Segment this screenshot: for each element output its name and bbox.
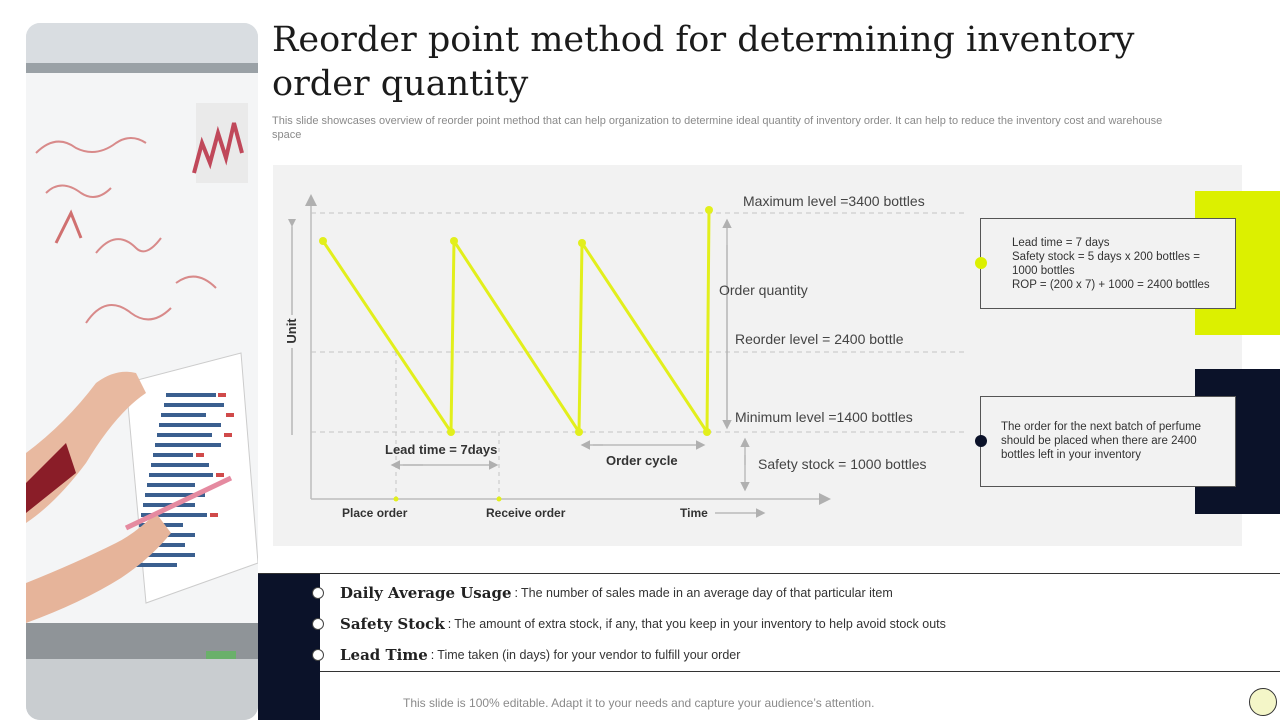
place-order-label: Place order (342, 506, 408, 520)
trough-point (447, 428, 455, 436)
rop-calculation-note (980, 218, 1236, 309)
peak-point (705, 206, 713, 214)
note-line: should be placed when there are 2400 (1001, 435, 1197, 447)
definition-term: Safety Stock (340, 615, 445, 633)
definition-text: Time taken (in days) for your vendor to fulfill your order (437, 648, 741, 662)
definition-text: The number of sales made in an average day of that particular item (521, 586, 893, 600)
definition-term: Daily Average Usage (340, 584, 512, 602)
definitions-accent-bar (258, 574, 320, 720)
reorder-timing-note (980, 396, 1236, 487)
place-order-point (394, 497, 399, 502)
order-cycle-label: Order cycle (606, 453, 678, 468)
bullet-icon (312, 649, 324, 661)
peak-point (578, 239, 586, 247)
peak-point (319, 237, 327, 245)
note-line: Lead time = 7 days (1012, 237, 1110, 249)
reorder-level-label: Reorder level = 2400 bottle (735, 331, 904, 347)
trough-point (703, 428, 711, 436)
safety-stock-label: Safety stock = 1000 bottles (758, 456, 927, 472)
max-level-label: Maximum level =3400 bottles (743, 193, 925, 209)
presentation-photo (26, 23, 258, 720)
definition-safety-stock (312, 613, 946, 635)
min-level-label: Minimum level =1400 bottles (735, 409, 913, 425)
peak-point (450, 237, 458, 245)
trough-point (575, 428, 583, 436)
footer-note: This slide is 100% editable. Adapt it to your needs and capture your audience’s attention. (403, 696, 875, 710)
note-dot-navy (975, 435, 987, 447)
definition-text: The amount of extra stock, if any, that you keep in your inventory to help avoid stock outs (454, 617, 946, 631)
note-line: bottles left in your inventory (1001, 449, 1141, 461)
note-line: ROP = (200 x 7) + 1000 = 2400 bottles (1012, 279, 1210, 291)
bullet-icon (312, 618, 324, 630)
whiteboard-illustration (26, 23, 258, 720)
note-line: Safety stock = 5 days x 200 bottles = (1012, 251, 1200, 263)
order-quantity-label: Order quantity (719, 282, 808, 298)
receive-order-label: Receive order (486, 506, 566, 520)
slide-subtitle: This slide showcases overview of reorder point method that can help organization to determine ideal quantity of inventory order. It can help to reduce the inventory cost and warehouse space (272, 115, 1163, 141)
definition-term: Lead Time (340, 646, 428, 664)
bullet-icon (312, 587, 324, 599)
definition-colon: : (514, 586, 518, 600)
y-axis-label: Unit (284, 318, 299, 344)
inventory-sawtooth-line (323, 210, 709, 432)
corner-circle-decoration (1249, 688, 1277, 716)
definition-daily-average-usage (312, 582, 893, 604)
note-line: The order for the next batch of perfume (1001, 421, 1202, 433)
definition-colon: : (447, 617, 452, 631)
receive-order-point (497, 497, 502, 502)
definition-colon: : (430, 648, 435, 662)
lead-time-label: Lead time = 7days (385, 442, 498, 457)
time-label: Time (680, 506, 708, 520)
slide-title: Reorder point method for determining inventory order quantity (272, 20, 1135, 104)
reorder-point-diagram (273, 165, 973, 546)
definition-lead-time (312, 644, 740, 666)
note-dot-yellow (975, 257, 987, 269)
note-line: 1000 bottles (1012, 265, 1075, 277)
